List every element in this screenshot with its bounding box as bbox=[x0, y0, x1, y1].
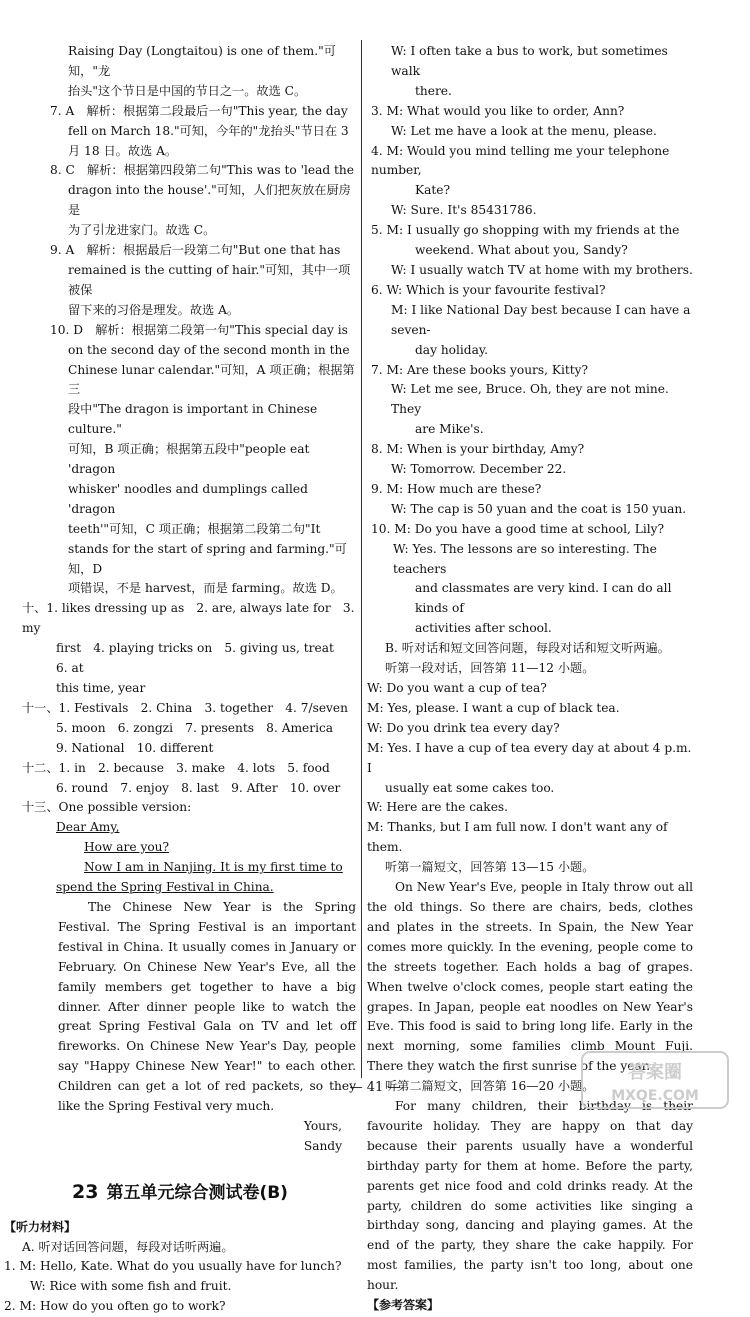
dialog-line: W: Tomorrow. December 22. bbox=[391, 462, 567, 477]
text-line: stands for the start of spring and farming."可知，D bbox=[68, 541, 347, 576]
text-line: 可知，B 项正确；根据第五段中"people eat 'dragon bbox=[68, 442, 310, 477]
unit-title-text: 第五单元综合测试卷(B) bbox=[106, 1182, 288, 1203]
dialog-line: W: I often take a bus to work, but sometimes walk bbox=[391, 44, 668, 78]
dialog-line: activities after school. bbox=[415, 621, 552, 636]
section-10 bbox=[22, 599, 356, 699]
text-line: 9. National 10. different bbox=[56, 740, 214, 755]
section-13 bbox=[22, 798, 356, 818]
dialog-line: usually eat some cakes too. bbox=[385, 780, 555, 795]
listening-header: 【听力材料】 bbox=[4, 1219, 77, 1234]
dialog-line: W: Do you want a cup of tea? bbox=[367, 681, 547, 695]
analysis-block bbox=[42, 42, 356, 102]
dialog-line: 3. M: What would you like to order, Ann? bbox=[371, 103, 625, 118]
section-12 bbox=[22, 759, 356, 799]
dialog1 bbox=[367, 679, 693, 858]
dialog-line: day holiday. bbox=[415, 342, 489, 357]
dialog-line: W: Yes. The lessons are so interesting. The teachers bbox=[393, 541, 657, 576]
text-line: 10. D 解析：根据第二段第一句"This special day is bbox=[50, 322, 348, 337]
part-a-instruction: A. 听对话回答问题，每段对话听两遍。 bbox=[22, 1239, 234, 1254]
dialog-line: 5. M: I usually go shopping with my friends at the bbox=[371, 223, 680, 238]
dialog-line: 9. M: How much are these? bbox=[371, 481, 542, 496]
svg-text:答案圈: 答案圈 bbox=[628, 1062, 682, 1083]
answer-item-8-cont bbox=[42, 181, 356, 241]
dialog-line: 8. M: When is your birthday, Amy? bbox=[371, 442, 585, 457]
section-heading: 十三、One possible version: bbox=[22, 800, 192, 815]
dialog-line: W: Sure. It's 85431786. bbox=[391, 203, 537, 218]
dialog-line: W: Rice with some fish and fruit. bbox=[30, 1279, 232, 1294]
dialog-line: M: I like National Day best because I can have a seven- bbox=[391, 302, 691, 337]
text-line: Raising Day (Longtaitou) is one of them."可知，"龙 bbox=[68, 44, 336, 78]
right-column bbox=[367, 42, 693, 1316]
text1-heading: 听第一篇短文，回答第 13—15 小题。 bbox=[385, 860, 595, 875]
dialog-line: 6. W: Which is your favourite festival? bbox=[371, 282, 606, 297]
dialog-line: 10. M: Do you have a good time at school, Lily? bbox=[371, 521, 665, 536]
letter-line: Now I am in Nanjing. It is my first time to bbox=[84, 860, 343, 875]
dialog-line: W: The cap is 50 yuan and the coat is 150 yuan. bbox=[391, 501, 687, 516]
answer-item-10 bbox=[42, 321, 356, 341]
text-line: 为了引龙进家门。故选 C。 bbox=[68, 223, 216, 238]
letter-closing: Yours, bbox=[303, 1118, 342, 1133]
text-line: on the second day of the second month in the bbox=[68, 342, 350, 357]
page-number: — 41 — bbox=[349, 1080, 401, 1095]
text-line: remained is the cutting of hair."可知，其中一项被保 bbox=[68, 262, 351, 297]
unit-number: 23 bbox=[72, 1180, 99, 1203]
dialog-line: 4. M: Would you mind telling me your telephone number, bbox=[371, 143, 670, 178]
dialog-line: W: Here are the cakes. bbox=[367, 800, 509, 815]
answer-item-7-cont bbox=[42, 122, 356, 162]
answer-item-7 bbox=[42, 102, 356, 122]
text-line: 7. A 解析：根据第二段最后一句"This year, the day bbox=[50, 103, 348, 118]
text2-heading: 听第二篇短文，回答第 16—20 小题。 bbox=[385, 1079, 595, 1094]
dialogs-continued bbox=[367, 42, 693, 639]
dialog-line: M: Yes. I have a cup of tea every day at about 4 p.m. I bbox=[367, 740, 692, 775]
dialog-line: W: I usually watch TV at home with my brothers. bbox=[391, 262, 693, 277]
dialog-line: Kate? bbox=[415, 183, 451, 198]
letter-body: The Chinese New Year is the Spring Festival. The Spring Festival is an important festival in China. It usually comes in January or February. On Chinese New Year's Eve, all the family members get together to have a big dinner. After dinner people like to watch the great Spring Festival Gala on TV and let off fireworks. On Chinese New Year's Day, people say "Happy Chinese New Year!" to each other. Children can get a lot of red packets, so they like the Spring Festival very much. bbox=[58, 899, 356, 1114]
dialog-line: W: Let me have a look at the menu, please. bbox=[391, 123, 657, 138]
text-line: fell on March 18."可知，今年的"龙抬头"节日在 3 bbox=[68, 123, 349, 138]
dialog-line: W: Let me see, Bruce. Oh, they are not mine. They bbox=[391, 382, 669, 417]
letter-signature: Sandy bbox=[303, 1138, 342, 1153]
answer-header: 【参考答案】 bbox=[367, 1298, 440, 1313]
text1-body: On New Year's Eve, people in Italy throw out all the old things. So there are chairs, beds, clothes and plates in the streets. In Spain, the New Year comes more quickly. In the evening, people come to the streets together. Each holds a bag of grapes. When twelve o'clock comes, people start eating the grapes. In Japan, people eat noodles on New Year's Eve. This food is said to bring long life. Early in the next morning, some families climb Mount Fuji. There they watch the first sunrise of the year. bbox=[367, 880, 693, 1074]
svg-text:MXQE.COM: MXQE.COM bbox=[611, 1088, 699, 1104]
text-line: 项错误，不是 harvest，而是 farming。故选 D。 bbox=[68, 581, 343, 596]
answer-item-8 bbox=[42, 161, 356, 181]
answer-item-9 bbox=[42, 241, 356, 261]
text-line: 十一、1. Festivals 2. China 3. together 4. 7/seven bbox=[22, 700, 348, 715]
column-divider bbox=[361, 40, 362, 1078]
text-line: Chinese lunar calendar."可知，A 项正确；根据第三 bbox=[68, 362, 355, 397]
dialog-line: 1. M: Hello, Kate. What do you usually have for lunch? bbox=[4, 1259, 342, 1274]
text-line: 9. A 解析：根据最后一段第二句"But one that has bbox=[50, 243, 341, 258]
dialog-line: M: Thanks, but I am full now. I don't want any of them. bbox=[367, 820, 668, 855]
listening-section bbox=[4, 1218, 356, 1317]
text-line: this time, year bbox=[56, 681, 146, 695]
sample-letter bbox=[42, 818, 356, 1156]
letter-line: spend the Spring Festival in China. bbox=[56, 880, 274, 895]
text-line: first 4. playing tricks on 5. giving us, treat 6. at bbox=[56, 641, 347, 676]
dialog-line: there. bbox=[415, 83, 452, 98]
letter-greeting: Dear Amy, bbox=[56, 820, 120, 835]
text-line: 6. round 7. enjoy 8. last 9. After 10. over bbox=[56, 780, 341, 795]
part-b-instruction: B. 听对话和短文回答问题，每段对话和短文听两遍。 bbox=[385, 641, 670, 656]
dialog-line: are Mike's. bbox=[415, 422, 484, 437]
section-11 bbox=[22, 699, 356, 759]
text-line: dragon into the house'."可知，人们把灰放在厨房是 bbox=[68, 183, 351, 218]
text-line: 十二、1. in 2. because 3. make 4. lots 5. food bbox=[22, 760, 330, 775]
unit-title bbox=[72, 1180, 356, 1204]
text-line: 8. C 解析：根据第四段第二句"This was to 'lead the bbox=[50, 163, 354, 178]
dialog1-heading: 听第一段对话，回答第 11—12 小题。 bbox=[385, 661, 595, 676]
answer-item-9-cont bbox=[42, 261, 356, 321]
dialog-line: weekend. What about you, Sandy? bbox=[415, 243, 628, 258]
text-line: 抬头"这个节日是中国的节日之一。故选 C。 bbox=[68, 83, 307, 98]
letter-line: How are you? bbox=[84, 840, 170, 855]
text-line: 十、1. likes dressing up as 2. are, always late for 3. my bbox=[22, 601, 355, 636]
text-line: 段中"The dragon is important in Chinese culture." bbox=[68, 402, 318, 437]
text-line: 5. moon 6. zongzi 7. presents 8. America bbox=[56, 720, 334, 735]
text-line: teeth'"可知，C 项正确；根据第二段第二句"It bbox=[68, 521, 321, 536]
text-line: whisker' noodles and dumplings called 'dragon bbox=[68, 481, 308, 516]
dialog-line: 7. M: Are these books yours, Kitty? bbox=[371, 362, 589, 377]
dialog-line: 2. M: How do you often go to work? bbox=[4, 1299, 226, 1314]
dialog-line: M: Yes, please. I want a cup of black tea. bbox=[367, 700, 620, 715]
answer-item-10-cont bbox=[42, 341, 356, 600]
dialog-line: W: Do you drink tea every day? bbox=[367, 720, 560, 735]
text-line: 月 18 日。故选 A。 bbox=[68, 143, 178, 158]
watermark-logo bbox=[580, 1050, 730, 1110]
text2-body: For many children, their birthday is their favourite holiday. They are happy on that day because their parents usually have a wonderful birthday party for them at home. Before the party, parents get nice food and cold drinks ready. At the party, children do some activities like singing a birthday song, dancing and playing games. At the end of the party, they share the cake happily. For most families, the party isn't too long, about one hour. bbox=[367, 1099, 693, 1293]
dialog-line: and classmates are very kind. I can do all kinds of bbox=[415, 581, 672, 616]
text-line: 留下来的习俗是理发。故选 A。 bbox=[68, 302, 240, 317]
left-column bbox=[4, 42, 356, 1317]
